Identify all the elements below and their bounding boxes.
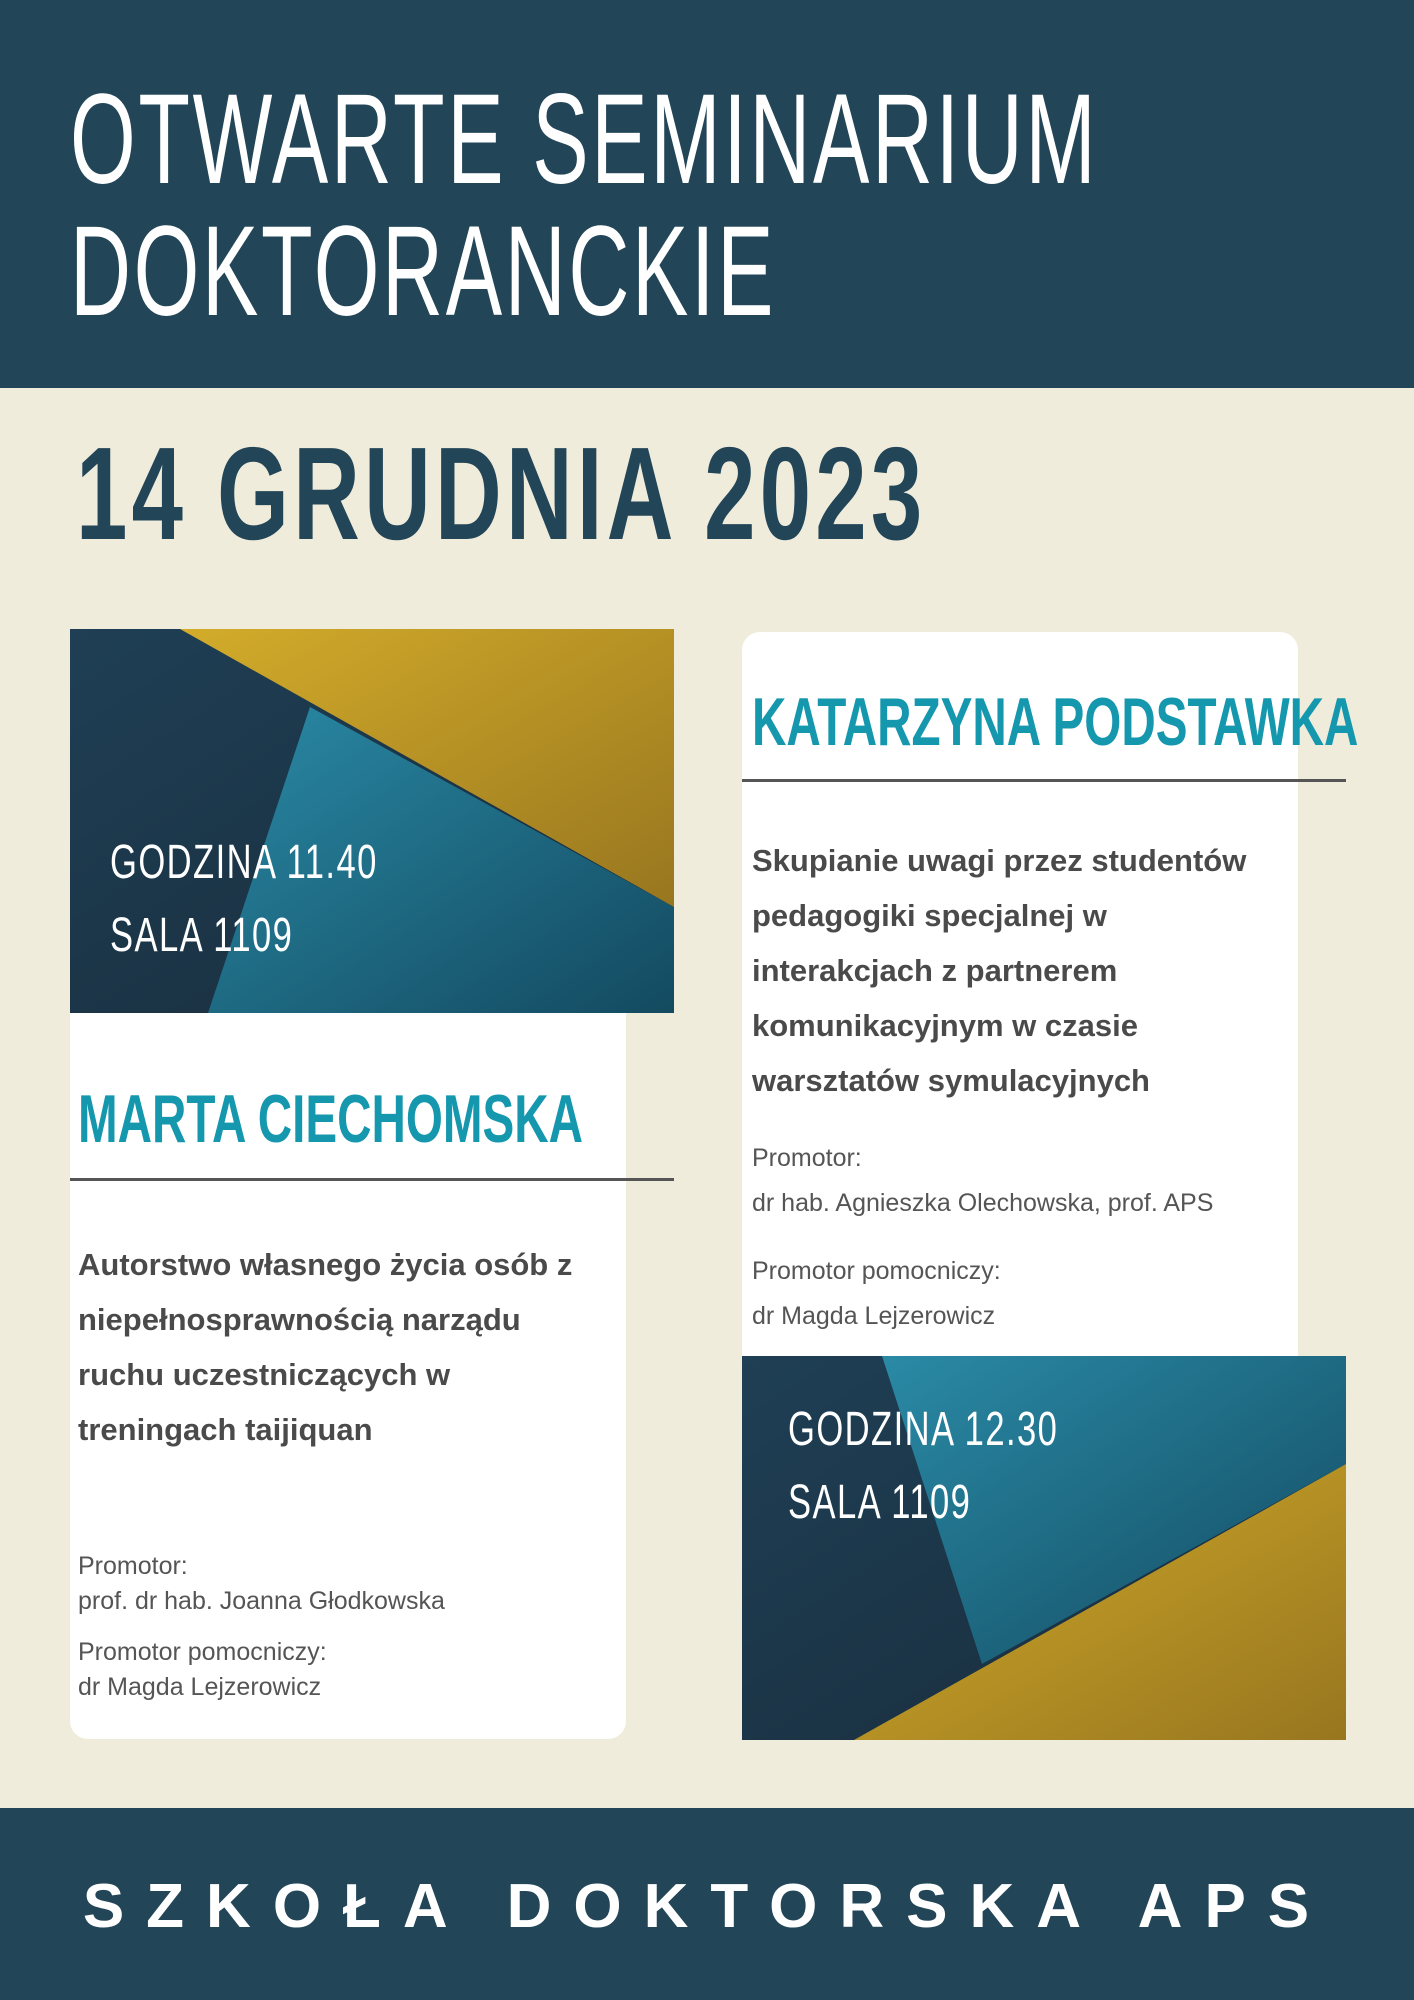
session-2-divider bbox=[742, 779, 1346, 782]
promotor-label: Promotor: bbox=[752, 1144, 862, 1172]
thesis-line: niepełnosprawnością narządu bbox=[78, 1302, 521, 1337]
assistant-label: Promotor pomocniczy: bbox=[752, 1257, 1001, 1285]
footer-organizer: SZKOŁA DOKTORSKA APS bbox=[82, 1872, 1332, 1941]
footer-banner bbox=[0, 1808, 1414, 2000]
thesis-line: Skupianie uwagi przez studentów bbox=[752, 843, 1247, 878]
event-date: 14 GRUDNIA 2023 bbox=[76, 420, 927, 567]
promotor-label: Promotor: bbox=[78, 1552, 188, 1580]
title-line-2: DOKTORANCKIE bbox=[70, 200, 777, 343]
session-2-promotor-block bbox=[752, 1141, 1213, 1221]
thesis-line: interakcjach z partnerem bbox=[752, 953, 1118, 988]
session-1-divider bbox=[70, 1178, 674, 1181]
assistant-name: dr Magda Lejzerowicz bbox=[752, 1302, 996, 1330]
session-2-thesis bbox=[752, 833, 1322, 1108]
session-2-time-panel bbox=[742, 1356, 1346, 1740]
session-1-assistant-block bbox=[78, 1635, 327, 1705]
session-2-room: SALA 1109 bbox=[788, 1476, 972, 1529]
session-1-room: SALA 1109 bbox=[110, 909, 294, 962]
session-2-speaker: KATARZYNA PODSTAWKA bbox=[752, 684, 1359, 760]
session-1-thesis bbox=[78, 1237, 638, 1457]
session-1-time: GODZINA 11.40 bbox=[110, 836, 378, 889]
title-line-1: OTWARTE SEMINARIUM bbox=[70, 68, 1099, 211]
thesis-line: pedagogiki specjalnej w bbox=[752, 898, 1107, 933]
session-1-time-panel bbox=[70, 629, 674, 1013]
promotor-name: prof. dr hab. Joanna Głodkowska bbox=[78, 1587, 445, 1615]
session-2-assistant-block bbox=[752, 1254, 1001, 1334]
thesis-line: warsztatów symulacyjnych bbox=[752, 1063, 1150, 1098]
assistant-name: dr Magda Lejzerowicz bbox=[78, 1673, 322, 1701]
thesis-line: ruchu uczestniczących w bbox=[78, 1357, 451, 1392]
promotor-name: dr hab. Agnieszka Olechowska, prof. APS bbox=[752, 1189, 1214, 1217]
session-1-speaker: MARTA CIECHOMSKA bbox=[78, 1081, 584, 1157]
thesis-line: Autorstwo własnego życia osób z bbox=[78, 1247, 573, 1282]
header-banner bbox=[0, 0, 1414, 388]
thesis-line: komunikacyjnym w czasie bbox=[752, 1008, 1138, 1043]
assistant-label: Promotor pomocniczy: bbox=[78, 1638, 327, 1666]
thesis-line: treningach taijiquan bbox=[78, 1412, 373, 1447]
session-2-time: GODZINA 12.30 bbox=[788, 1403, 1059, 1456]
session-1-promotor-block bbox=[78, 1549, 445, 1619]
